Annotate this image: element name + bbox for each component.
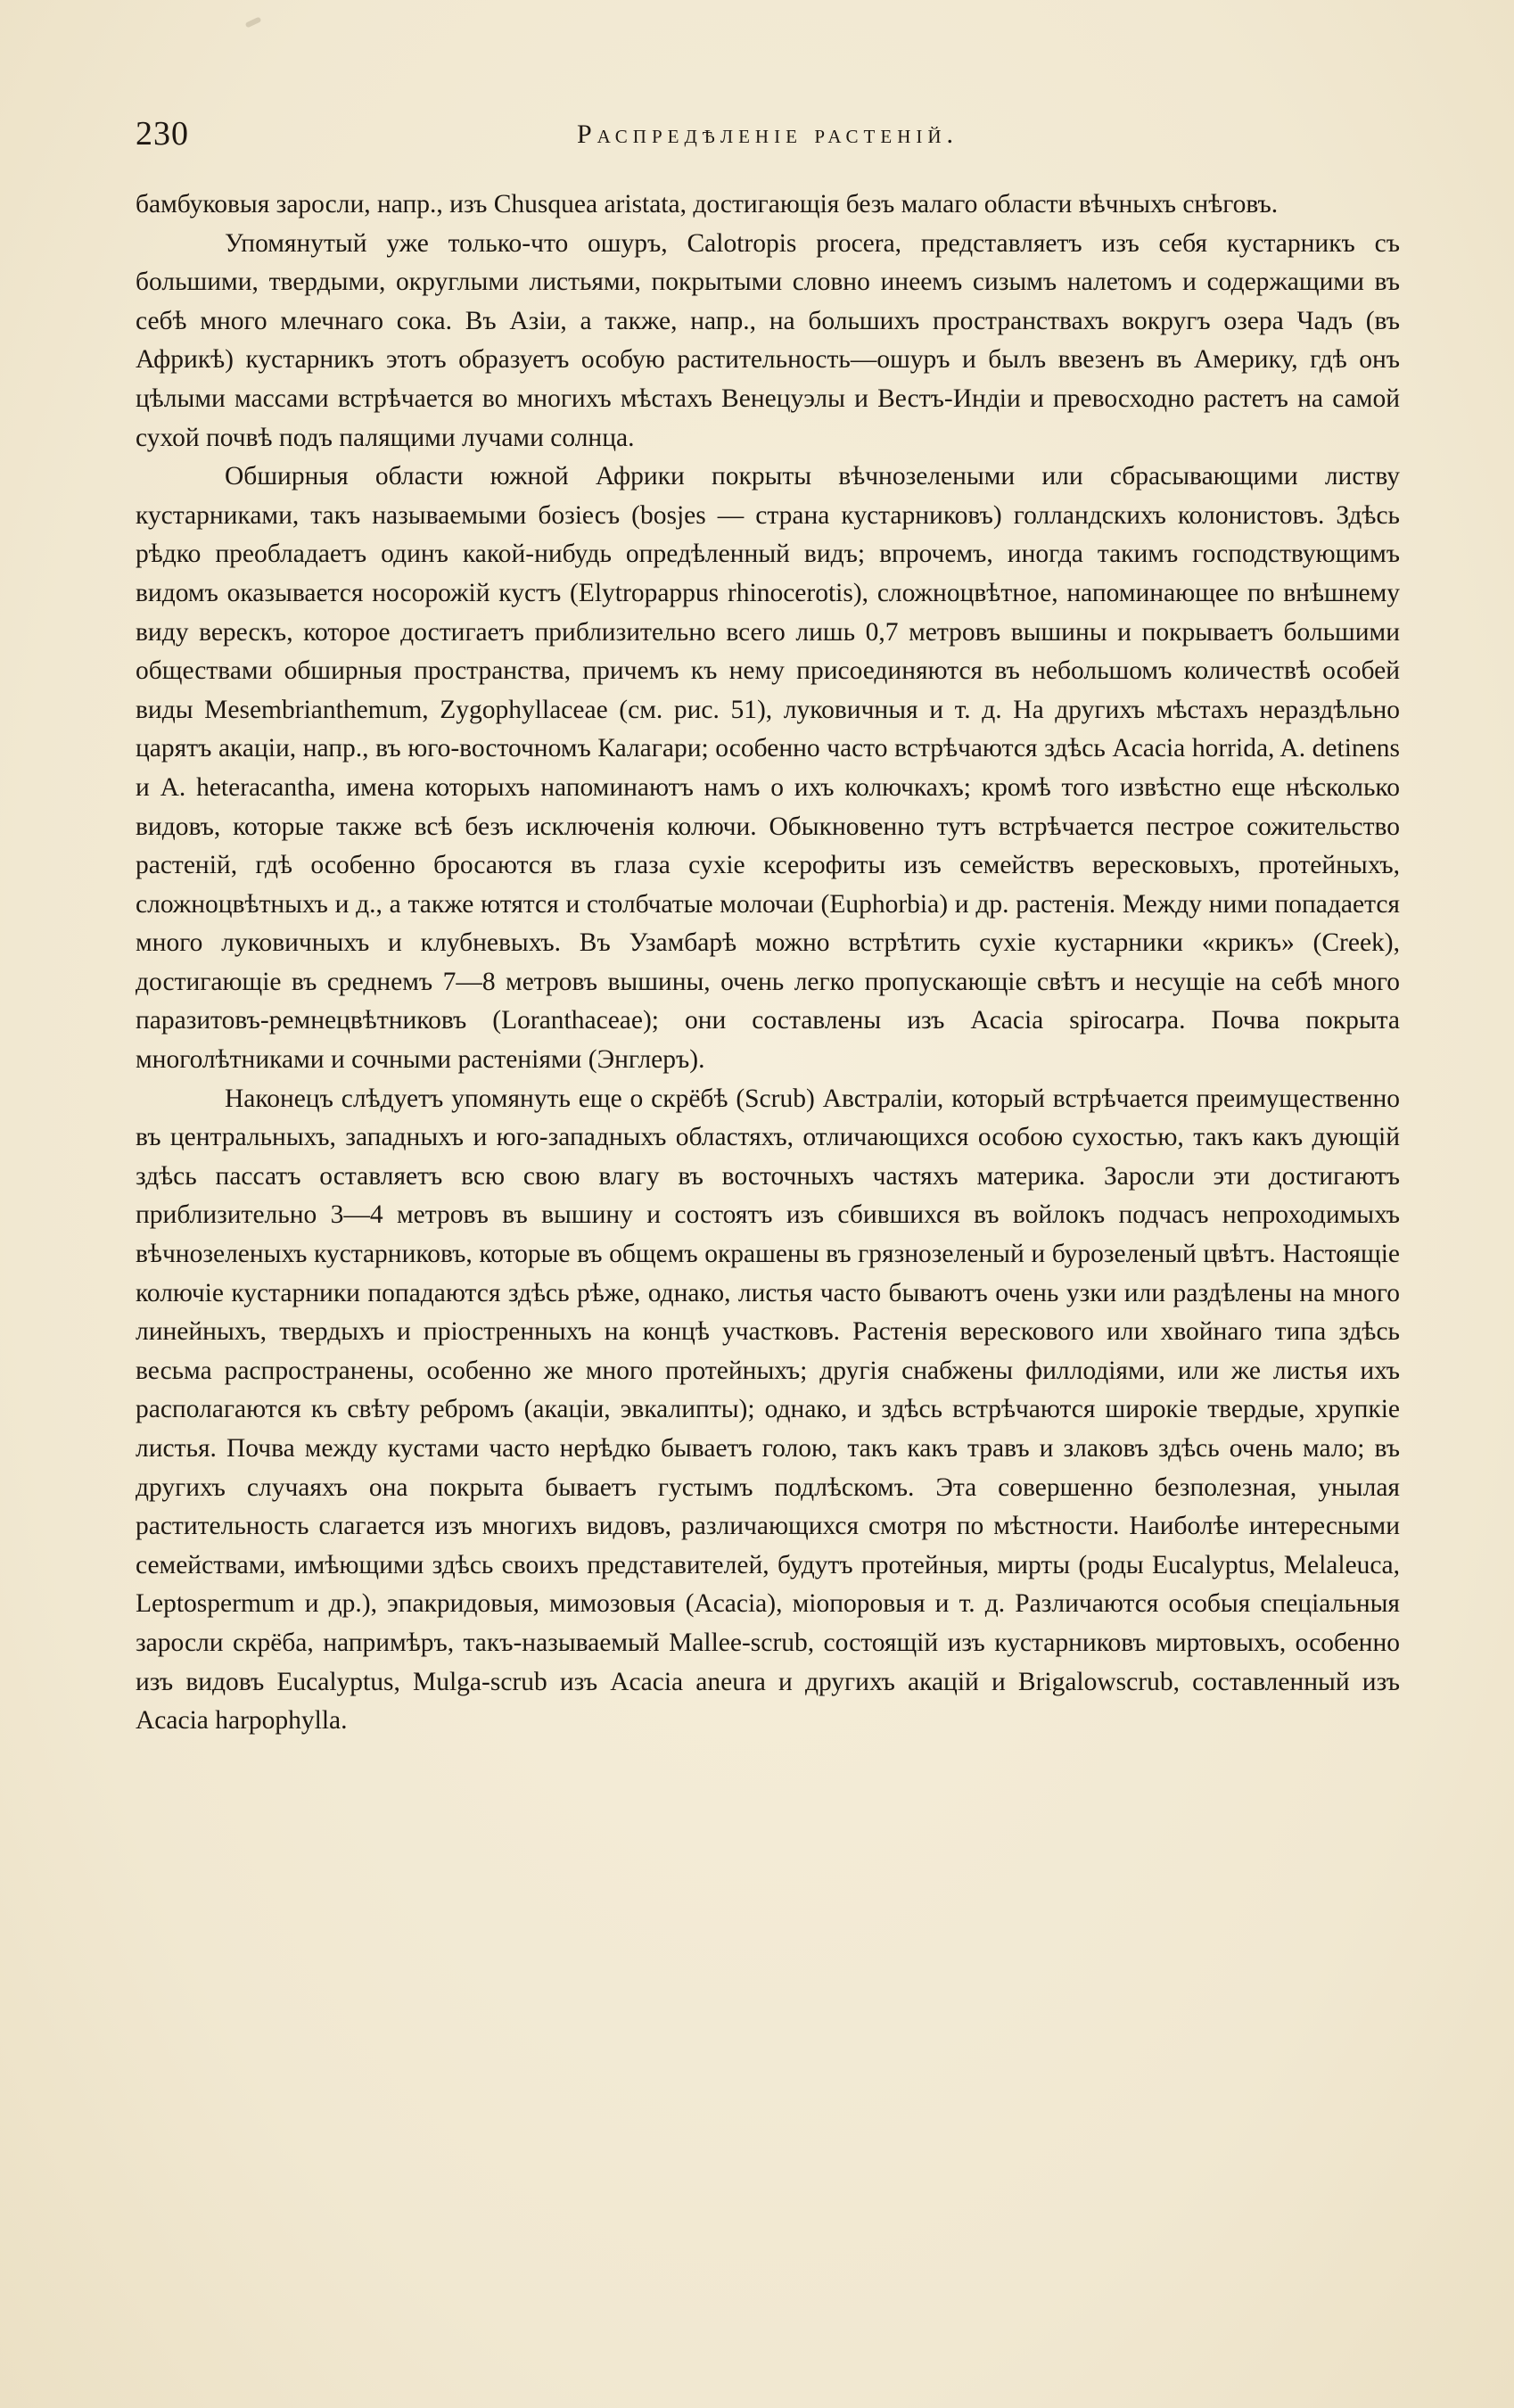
paragraph: бамбуковыя заросли, напр., изъ Chusquea aristata, достигающія безъ малаго области вѣчныхъ снѣговъ. [136,190,1279,219]
running-head [136,114,1400,159]
paragraph: Обширныя области южной Африки покрыты вѣчнозелеными или сбрасывающими листву кустарниками, такъ называемыми бозіесъ (bosjes — страна кустарниковъ) голландскихъ колонистовъ. Здѣсь рѣдко преобладаетъ одинъ какой-нибудь опредѣленный видъ; впрочемъ, иногда такимъ господствующимъ видомъ оказывается носорожій кустъ (Elytropappus rhinocerotis), сложноцвѣтное, напоминающее по внѣшнему виду верескъ, которое достигаетъ приблизительно всего лишь 0,7 метровъ вышины и покрываетъ большими обществами обширныя пространства, причемъ къ нему присоединяются въ небольшомъ количествѣ особей виды Mesembrianthemum, Zygophyllaceae (см. рис. 51), луковичныя и т. д. На другихъ мѣстахъ нераздѣльно царятъ акаціи, напр., въ юго-восточномъ Калагари; особенно часто встрѣчаются здѣсь Acacia horrida, A. detinens и A. heteracantha, имена которыхъ напоминаютъ намъ о ихъ колючкахъ; кромѣ того извѣстно еще нѣсколько видовъ, которые также всѣ безъ исключенія колючи. Обыкновенно тутъ встрѣчается пестрое сожительство растеній, гдѣ особенно бросаются въ глаза сухіе ксерофиты изъ семействъ вересковыхъ, протейныхъ, сложноцвѣтныхъ и д., а также ютятся и столбчатые молочаи (Euphorbia) и др. растенія. Между ними попадается много луковичныхъ и клубневыхъ. Въ Узамбарѣ можно встрѣтить сухіе кустарники «крикъ» (Creek), достигающіе въ среднемъ 7—8 метровъ вышины, очень легко пропускающіе свѣтъ и несущіе на себѣ много паразитовъ-ремнецвѣтниковъ (Loranthaceae); они составлены изъ Acacia spirocarpa. Почва покрыта многолѣтниками и сочными растеніями (Энглеръ). [136,462,1400,1075]
paragraph: Наконецъ слѣдуетъ упомянуть еще о скрёбѣ (Scrub) Австраліи, который встрѣчается преимущественно въ центральныхъ, западныхъ и юго-западныхъ областяхъ, отличающихся особою сухостью, такъ какъ дующій здѣсь пассатъ оставляетъ всю свою влагу въ восточныхъ частяхъ материка. Заросли эти достигаютъ приблизительно 3—4 метровъ въ вышину и состоятъ изъ сбившихся въ войлокъ подчасъ непроходимыхъ вѣчнозеленыхъ кустарниковъ, которые въ общемъ окрашены въ грязнозеленый и бурозеленый цвѣтъ. Настоящіе колючіе кустарники попадаются здѣсь рѣже, однако, листья часто бываютъ очень узки или раздѣлены на много линейныхъ, твердыхъ и пріостренныхъ на концѣ участковъ. Растенія верескового или хвойнаго типа здѣсь весьма распространены, особенно же много протейныхъ; другія снабжены филлодіями, или же листья ихъ располагаются къ свѣту ребромъ (акаціи, эвкалипты); однако, и здѣсь встрѣчаются широкіе твердые, хрупкіе листья. Почва между кустами часто нерѣдко бываетъ голою, такъ какъ травъ и злаковъ здѣсь очень мало; въ другихъ случаяхъ она покрыта бываетъ густымъ подлѣскомъ. Эта совершенно безполезная, унылая растительность слагается изъ многихъ видовъ, различающихся смотря по мѣстности. Наиболѣе интересными семействами, имѣющими здѣсь своихъ представителей, будутъ протейныя, мирты (роды Eucalyptus, Melaleuca, Leptospermum и др.), эпакридовыя, мимозовыя (Acacia), міопоровыя и т. д. Различаются особыя спеціальныя заросли скрёба, напримѣръ, такъ-называемый Mallee-scrub, состоящій изъ кустарниковъ миртовыхъ, особенно изъ видовъ Eucalyptus, Mulga-scrub изъ Acacia aneura и другихъ акацій и Brigalowscrub, составленный изъ Acacia harpophylla. [136,1084,1400,1736]
paragraph: Упомянутый уже только-что ошуръ, Calotropis procera, представляетъ изъ себя кустарникъ съ большими, твердыми, округлыми листьями, покрытыми словно инеемъ сизымъ налетомъ и содержащими въ себѣ много млечнаго сока. Въ Азіи, а также, напр., на большихъ пространствахъ вокругъ озера Чадъ (въ Африкѣ) кустарникъ этотъ образуетъ особую растительность—ошуръ и былъ ввезенъ въ Америку, гдѣ онъ цѣлыми массами встрѣчается во многихъ мѣстахъ Венецуэлы и Вестъ-Индіи и превосходно растетъ на самой сухой почвѣ подъ палящими лучами солнца. [136,228,1400,452]
paper-mark [245,16,262,28]
body-text [136,186,1400,1741]
page-number: 230 [136,115,189,153]
running-title: Распредѣленіе растеній. [576,120,959,149]
